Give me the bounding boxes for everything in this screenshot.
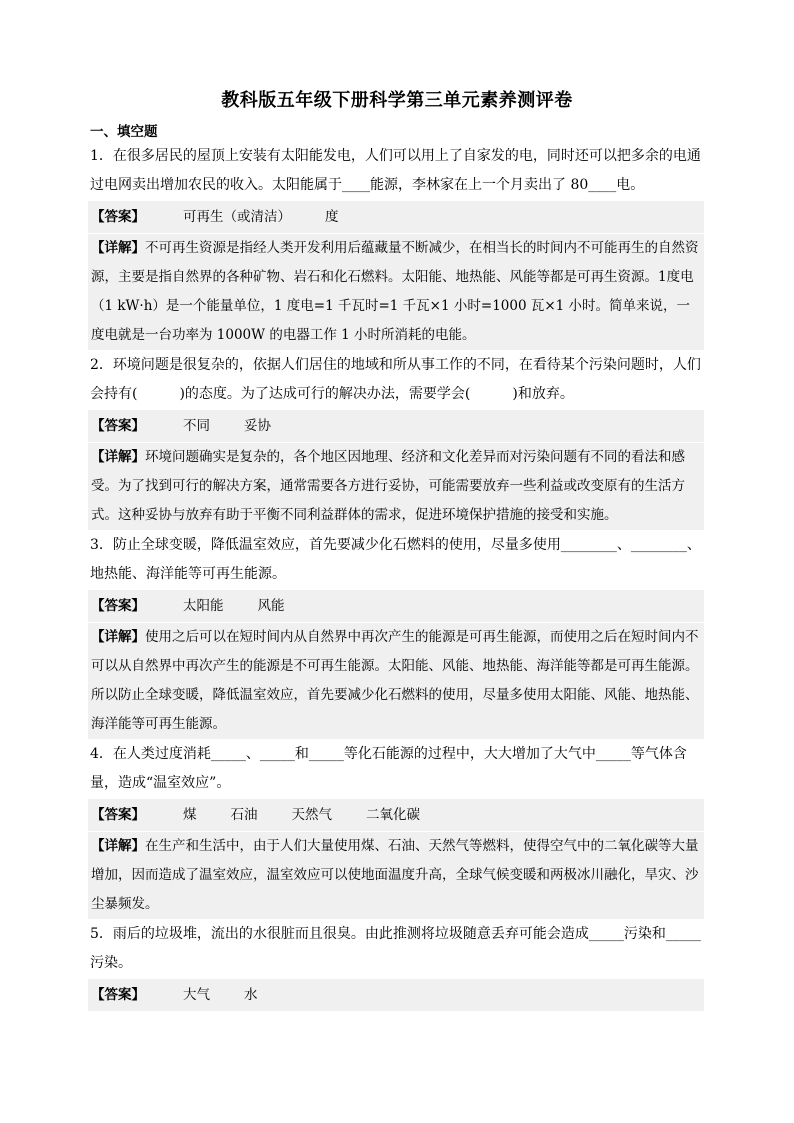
page-title: 教科版五年级下册科学第三单元素养测评卷 [221, 90, 573, 111]
question-5-text: 5．雨后的垃圾堆，流出的水很脏而且很臭。由此推测将垃圾随意丢弃可能会造成_____污染和_____污染。 [90, 926, 701, 971]
answer-value: 妥协 [244, 418, 271, 434]
answer-value: 天然气 [291, 807, 332, 823]
question-2-detail [88, 443, 704, 530]
answer-value: 二氧化碳 [366, 807, 420, 823]
question-1-detail [88, 234, 704, 350]
answer-label: 【答案】 [91, 598, 145, 614]
detail-text: 使用之后可以在短时间内从自然界中再次产生的能源是可再生能源，而使用之后在短时间内不可以从自然界中再次产生的能源是不可再生能源。太阳能、风能、地热能、海洋能等都是可再生能源。所以防止全球变暖，降低温室效应，首先要减少化石燃料的使用，尽量多使用太阳能、风能、地热能、海洋能等可再生能源。 [91, 629, 699, 732]
detail-text: 环境问题确实是复杂的，各个地区因地理、经济和文化差异而对污染问题有不同的看法和感受。为了找到可行的解决方案，通常需要各方进行妥协，可能需要放弃一些利益或改变原有的生活方式。这种妥协与放弃有助于平衡不同利益群体的需求，促进环境保护措施的接受和实施。 [91, 449, 685, 523]
question-2-answer [88, 410, 704, 442]
answer-value: 风能 [257, 598, 285, 614]
question-1-text: 1．在很多居民的屋顶上安装有太阳能发电，人们可以用上了自家发的电，同时还可以把多余的电通过电网卖出增加农民的收入。太阳能属于____能源，李林家在上一个月卖出了 80____电。 [90, 148, 701, 193]
answer-value: 大气 [183, 987, 210, 1003]
detail-text: 在生产和生活中，由于人们大量使用煤、石油、天然气等燃料，使得空气中的二氧化碳等大量增加，因而造成了温室效应，温室效应可以使地面温度升高，全球气候变暖和两极冰川融化，旱灾、沙尘暴频发。 [91, 838, 699, 912]
answer-value: 石油 [230, 807, 258, 823]
detail-label: 【详解】 [91, 838, 145, 854]
question-3-detail [88, 623, 704, 739]
answer-label: 【答案】 [91, 418, 145, 434]
answer-value: 水 [244, 987, 258, 1003]
answer-label: 【答案】 [91, 987, 145, 1003]
answer-value: 度 [325, 209, 339, 225]
answer-value: 煤 [183, 807, 197, 823]
detail-label: 【详解】 [91, 449, 145, 465]
question-3-answer [88, 590, 704, 622]
section-heading: 一、填空题 [90, 124, 158, 140]
detail-label: 【详解】 [91, 240, 145, 256]
answer-value: 不同 [183, 418, 210, 434]
answer-value: 太阳能 [183, 598, 224, 614]
question-4-text: 4．在人类过度消耗_____、_____和_____等化石能源的过程中，大大增加了大气中_____等气体含量，造成“温室效应”。 [90, 746, 687, 791]
question-4-answer [88, 799, 704, 831]
question-list [88, 142, 704, 1012]
answer-value: 可再生（或清洁） [183, 209, 291, 225]
question-5-answer [88, 979, 704, 1011]
answer-label: 【答案】 [91, 807, 145, 823]
question-1-answer [88, 201, 704, 233]
question-3-text: 3．防止全球变暖，降低温室效应，首先要减少化石燃料的使用，尽量多使用________、________、地热能、海洋能等可再生能源。 [90, 537, 701, 582]
answer-label: 【答案】 [91, 209, 145, 225]
detail-text: 不可再生资源是指经人类开发利用后蕴藏量不断减少，在相当长的时间内不可能再生的自然资源，主要是指自然界的各种矿物、岩石和化石燃料。太阳能、地热能、风能等都是可再生资源。1度电（1 kW·h）是一个能量单位，1 度电=1 千瓦时=1 千瓦×1 小时=1000 瓦×1 小时。简单来说，一度电就是一台功率为 1000W 的电器工作 1 小时所消耗的电能。 [91, 240, 699, 343]
question-2-text: 2．环境问题是很复杂的，依据人们居住的地域和所从事工作的不同，在看待某个污染问题时，人们会持有( )的态度。为了达成可行的解决办法，需要学会( )和放弃。 [90, 357, 701, 402]
detail-label: 【详解】 [91, 629, 145, 645]
question-4-detail [88, 832, 704, 919]
